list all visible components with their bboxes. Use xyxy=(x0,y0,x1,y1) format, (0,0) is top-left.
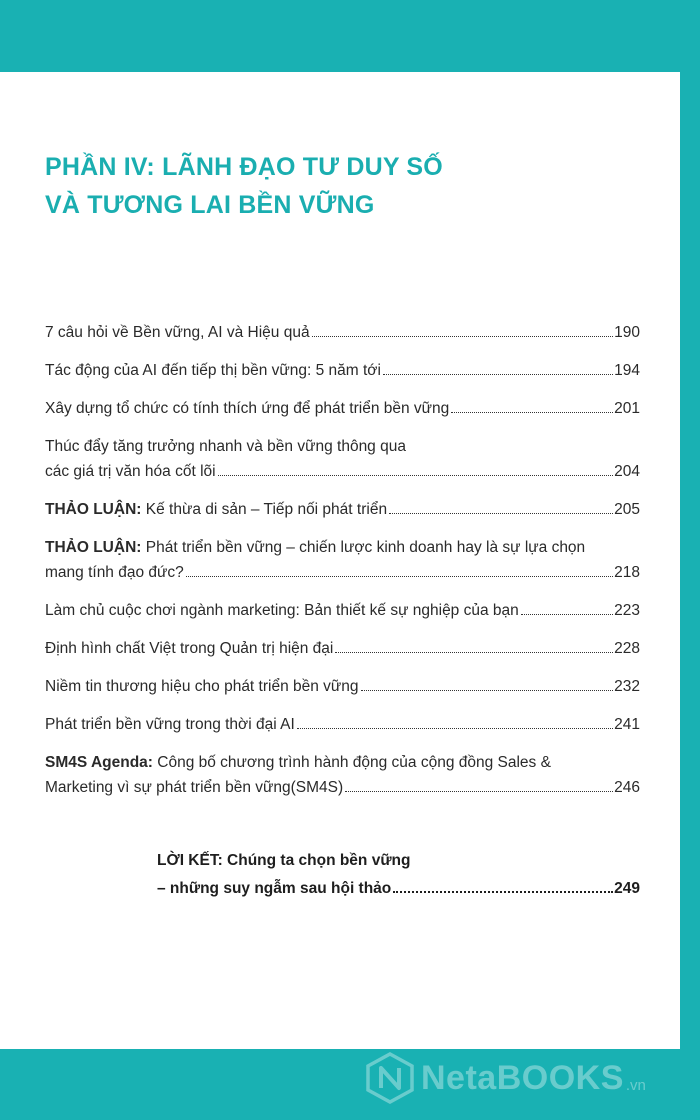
dot-leader xyxy=(383,374,613,375)
toc-entry[interactable] xyxy=(45,358,640,383)
closing-page: 249 xyxy=(614,880,640,897)
watermark-suffix: .vn xyxy=(625,1076,646,1094)
entry-page: 190 xyxy=(614,324,640,341)
dot-leader xyxy=(389,513,613,514)
entry-title: Làm chủ cuộc chơi ngành marketing: Bản thiết kế sự nghiệp của bạn xyxy=(45,602,519,619)
entry-prefix: SM4S Agenda: xyxy=(45,754,153,771)
toc-entry[interactable] xyxy=(45,598,640,623)
entry-title-line-1: Phát triển bền vững – chiến lược kinh doanh hay là sự lựa chọn xyxy=(145,539,586,556)
toc-entry[interactable] xyxy=(45,396,640,421)
entry-title-line-1: Công bố chương trình hành động của cộng đồng Sales & xyxy=(157,754,551,771)
entry-title: Niềm tin thương hiệu cho phát triển bền vững xyxy=(45,678,359,695)
dot-leader xyxy=(345,791,613,792)
entry-page: 228 xyxy=(614,640,640,657)
entry-title: Tác động của AI đến tiếp thị bền vững: 5 năm tới xyxy=(45,362,381,379)
entry-page: 194 xyxy=(614,362,640,379)
entry-page: 246 xyxy=(614,779,640,796)
entry-page: 218 xyxy=(614,564,640,581)
entry-prefix: THẢO LUẬN: xyxy=(45,539,142,556)
entry-prefix: THẢO LUẬN: xyxy=(45,501,142,518)
dot-leader xyxy=(218,475,614,476)
section-heading-line-2: VÀ TƯƠNG LAI BỀN VỮNG xyxy=(45,191,375,219)
watermark-brand: NetaBOOKS xyxy=(421,1058,624,1097)
entry-page: 204 xyxy=(614,463,640,480)
dot-leader xyxy=(521,614,613,615)
closing-title: – những suy ngẫm sau hội thảo xyxy=(157,880,392,897)
entry-title: Xây dựng tổ chức có tính thích ứng để phát triển bền vững xyxy=(45,400,450,417)
toc-entry[interactable] xyxy=(45,750,640,800)
dot-leader xyxy=(361,690,614,691)
section-heading xyxy=(45,148,443,224)
dot-leader xyxy=(335,652,613,653)
entry-title: Kế thừa di sản – Tiếp nối phát triển xyxy=(145,501,388,518)
dot-leader xyxy=(297,728,613,729)
dot-leader xyxy=(186,576,613,577)
entry-page: 241 xyxy=(614,716,640,733)
entry-page: 223 xyxy=(614,602,640,619)
toc-entry[interactable] xyxy=(45,497,640,522)
watermark xyxy=(365,1048,646,1108)
toc-entry[interactable] xyxy=(45,535,640,585)
section-heading-line-1: PHẦN IV: LÃNH ĐẠO TƯ DUY SỐ xyxy=(45,153,443,181)
toc-entry[interactable] xyxy=(45,434,640,484)
entry-title: Định hình chất Việt trong Quản trị hiện đại xyxy=(45,640,334,657)
dot-leader xyxy=(393,891,613,893)
dot-leader xyxy=(312,336,614,337)
dot-leader xyxy=(451,412,613,413)
netabooks-logo-icon xyxy=(365,1052,415,1104)
entry-page: 201 xyxy=(614,400,640,417)
entry-title: các giá trị văn hóa cốt lõi xyxy=(45,463,216,480)
toc-entry[interactable] xyxy=(45,712,640,737)
entry-title: mang tính đạo đức? xyxy=(45,564,184,581)
toc-entry[interactable] xyxy=(45,636,640,661)
entry-page: 232 xyxy=(614,678,640,695)
toc-entry[interactable] xyxy=(45,674,640,699)
entry-title: 7 câu hỏi về Bền vững, AI và Hiệu quả xyxy=(45,324,310,341)
entry-page: 205 xyxy=(614,501,640,518)
toc-entry[interactable] xyxy=(45,320,640,345)
closing-title-line-1: LỜI KẾT: Chúng ta chọn bền vững xyxy=(157,852,411,869)
closing-entry[interactable] xyxy=(157,847,640,903)
entry-title: Phát triển bền vững trong thời đại AI xyxy=(45,716,295,733)
entry-title-line-1: Thúc đẩy tăng trưởng nhanh và bền vững thông qua xyxy=(45,438,406,455)
entry-title: Marketing vì sự phát triển bền vững(SM4S) xyxy=(45,779,344,796)
